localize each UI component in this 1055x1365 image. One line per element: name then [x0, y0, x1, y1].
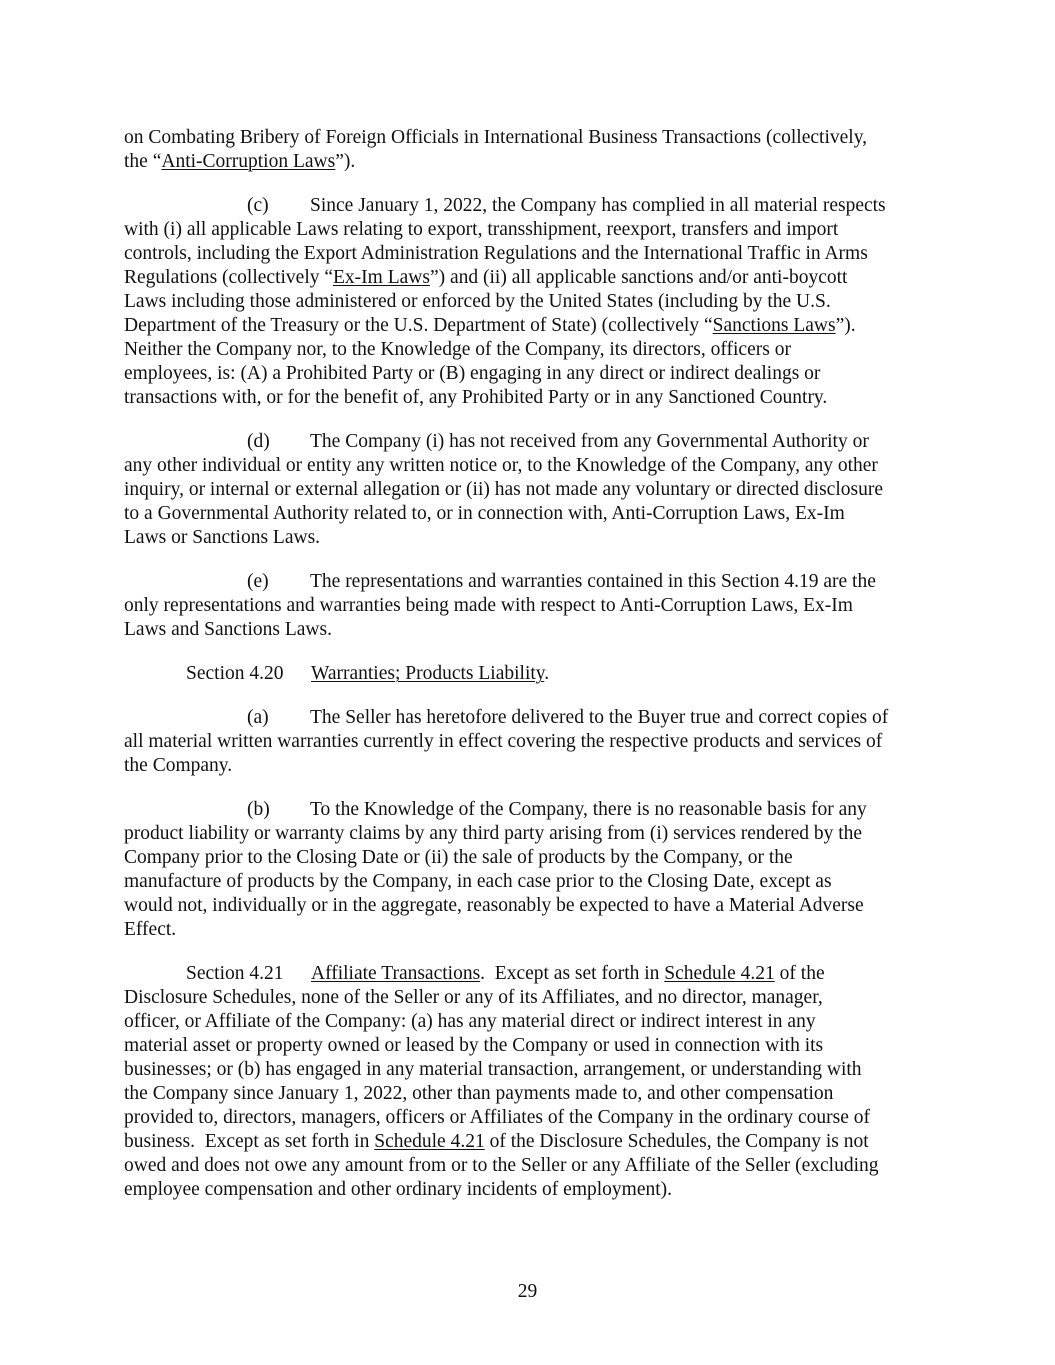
section-4-21-line-1	[186, 962, 825, 986]
para-d-line-5	[124, 526, 320, 550]
para-c-line-1	[247, 194, 886, 218]
para-d-marker: (d)	[247, 431, 270, 452]
section-4-21-line-8	[124, 1130, 869, 1154]
para-d-text: Laws or Sanctions Laws.	[124, 527, 321, 548]
intro-line-1	[124, 126, 867, 150]
para-c-text: Since January 1, 2022, the Company has complied in all material respects	[310, 195, 886, 216]
schedule-reference: Schedule 4.21	[374, 1131, 485, 1152]
para-d-text: to a Governmental Authority related to, or in connection with, Anti-Corruption Laws, Ex-Im	[124, 503, 845, 524]
defined-term-sanctions-laws: Sanctions Laws	[712, 315, 836, 336]
para-d-text: any other individual or entity any written notice or, to the Knowledge of the Company, any other	[124, 455, 878, 476]
para-c-line-5	[124, 290, 831, 314]
section-4-21-text: officer, or Affiliate of the Company: (a) has any material direct or indirect interest in any	[124, 1011, 816, 1032]
para-c-line-7	[124, 338, 791, 362]
para-420a-text: The Seller has heretofore delivered to the Buyer true and correct copies of	[310, 707, 889, 728]
para-d-line-2	[124, 454, 878, 478]
para-c-line-4	[124, 266, 847, 290]
section-4-21-line-2	[124, 986, 823, 1010]
para-d-line-1	[247, 430, 869, 454]
para-e-text: only representations and warranties being made with respect to Anti-Corruption Laws, Ex-Im	[124, 595, 853, 616]
para-e-text: The representations and warranties contained in this Section 4.19 are the	[310, 571, 876, 592]
para-e-text: Laws and Sanctions Laws.	[124, 619, 332, 640]
para-c-text: employees, is: (A) a Prohibited Party or (B) engaging in any direct or indirect dealings or	[124, 363, 821, 384]
para-c-line-8	[124, 362, 820, 386]
para-d-line-4	[124, 502, 845, 526]
para-c-line-6	[124, 314, 856, 338]
section-4-21-line-3	[124, 1010, 816, 1034]
para-420b-line-2	[124, 822, 862, 846]
section-4-21-line-6	[124, 1082, 833, 1106]
para-c-text: Laws including those administered or enforced by the United States (including by the U.S.	[124, 291, 831, 312]
section-4-21-text: . Except as set forth in	[480, 963, 665, 984]
para-c-text: controls, including the Export Administration Regulations and the International Traffic in Arms	[124, 243, 868, 264]
para-420b-line-1	[247, 798, 867, 822]
para-d-text: inquiry, or internal or external allegation or (ii) has not made any voluntary or directed disclosure	[124, 479, 883, 500]
para-420b-line-5	[124, 894, 864, 918]
section-number: Section 4.20	[186, 663, 284, 684]
section-4-21-line-9	[124, 1154, 879, 1178]
para-420a-line-2	[124, 730, 882, 754]
section-4-21-line-5	[124, 1058, 862, 1082]
para-420b-line-4	[124, 870, 832, 894]
section-4-21-text: business. Except as set forth in	[124, 1131, 375, 1152]
section-4-21-line-10	[124, 1178, 672, 1202]
intro-text: ”).	[335, 151, 356, 172]
section-4-21-text: provided to, directors, managers, officers or Affiliates of the Company in the ordinary course of	[124, 1107, 871, 1128]
para-420b-text: Effect.	[124, 919, 177, 940]
defined-term-anti-corruption-laws: Anti-Corruption Laws	[161, 151, 336, 172]
section-4-21-text: the Company since January 1, 2022, other than payments made to, and other compensation	[124, 1083, 834, 1104]
section-4-21-text: owed and does not owe any amount from or to the Seller or any Affiliate of the Seller (excluding	[124, 1155, 879, 1176]
para-420b-text: manufacture of products by the Company, in each case prior to the Closing Date, except as	[124, 871, 832, 892]
intro-text: the “	[124, 151, 162, 172]
para-420a-marker: (a)	[247, 707, 269, 728]
para-e-line-2	[124, 594, 853, 618]
para-420a-text: all material written warranties currently in effect covering the respective products and services of	[124, 731, 883, 752]
para-420b-line-6	[124, 918, 176, 942]
section-4-21-text: material asset or property owned or leased by the Company or used in connection with its	[124, 1035, 824, 1056]
para-e-line-3	[124, 618, 332, 642]
para-c-text: transactions with, or for the benefit of, any Prohibited Party or in any Sanctioned Country.	[124, 387, 828, 408]
para-d-text: The Company (i) has not received from any Governmental Authority or	[310, 431, 869, 452]
section-title: Warranties; Products Liability	[311, 663, 545, 684]
para-420b-marker: (b)	[247, 799, 270, 820]
schedule-reference: Schedule 4.21	[664, 963, 775, 984]
para-420b-line-3	[124, 846, 793, 870]
para-c-line-3	[124, 242, 868, 266]
section-4-21-text: Disclosure Schedules, none of the Seller or any of its Affiliates, and no director, manager,	[124, 987, 823, 1008]
para-420b-text: To the Knowledge of the Company, there is no reasonable basis for any	[310, 799, 867, 820]
para-c-line-2	[124, 218, 838, 242]
para-d-line-3	[124, 478, 883, 502]
section-4-21-line-4	[124, 1034, 823, 1058]
para-c-text: Neither the Company nor, to the Knowledge of the Company, its directors, officers or	[124, 339, 791, 360]
para-420b-text: would not, individually or in the aggregate, reasonably be expected to have a Material Adverse	[124, 895, 864, 916]
section-number: Section 4.21	[186, 963, 284, 984]
section-4-20-heading	[186, 662, 549, 686]
defined-term-ex-im-laws: Ex-Im Laws	[333, 267, 430, 288]
section-4-21-text: of the Disclosure Schedules, the Company is not	[484, 1131, 869, 1152]
intro-line-2	[124, 150, 355, 174]
para-c-text: Regulations (collectively “	[124, 267, 334, 288]
para-c-text: ”).	[835, 315, 856, 336]
para-e-marker: (e)	[247, 571, 269, 592]
para-420a-line-3	[124, 754, 232, 778]
para-c-marker: (c)	[247, 195, 269, 216]
section-4-21-text: employee compensation and other ordinary incidents of employment).	[124, 1179, 673, 1200]
para-420b-text: Company prior to the Closing Date or (ii) the sale of products by the Company, or the	[124, 847, 793, 868]
section-4-21-text: of the	[774, 963, 825, 984]
para-420a-line-1	[247, 706, 888, 730]
para-c-line-9	[124, 386, 827, 410]
section-4-21-text: businesses; or (b) has engaged in any material transaction, arrangement, or understanding with	[124, 1059, 862, 1080]
para-c-text: with (i) all applicable Laws relating to export, transshipment, reexport, transfers and import	[124, 219, 839, 240]
section-title-punct: .	[544, 663, 550, 684]
para-c-text: Department of the Treasury or the U.S. Department of State) (collectively “	[124, 315, 713, 336]
intro-text: on Combating Bribery of Foreign Officials in International Business Transactions (collectively,	[124, 127, 868, 148]
para-420a-text: the Company.	[124, 755, 233, 776]
para-420b-text: product liability or warranty claims by any third party arising from (i) services rendered by the	[124, 823, 863, 844]
para-e-line-1	[247, 570, 876, 594]
para-c-text: ”) and (ii) all applicable sanctions and/or anti-boycott	[429, 267, 848, 288]
section-title: Affiliate Transactions	[311, 963, 481, 984]
section-4-21-line-7	[124, 1106, 870, 1130]
page-number: 29	[517, 1281, 538, 1302]
